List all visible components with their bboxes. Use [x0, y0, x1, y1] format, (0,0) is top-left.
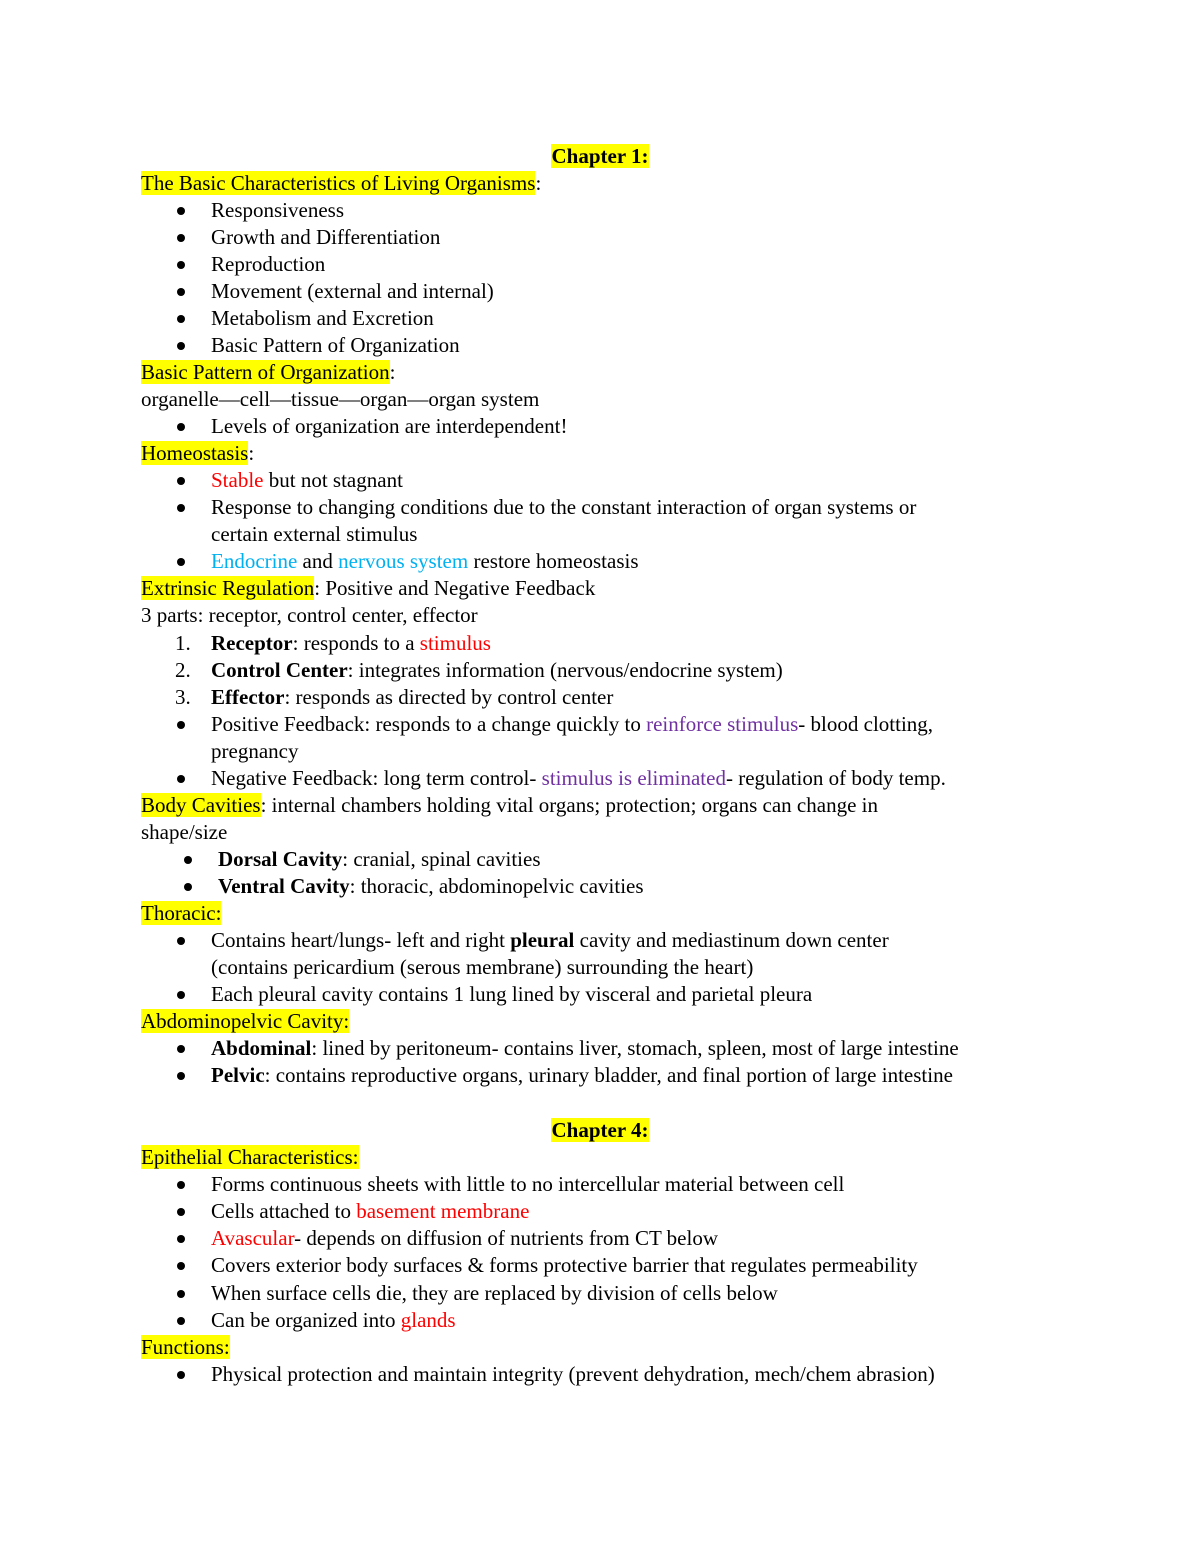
body-cavities-heading: Body Cavities: internal chambers holding vital organs; protection; organs can change in — [141, 793, 878, 817]
bullet-icon — [169, 332, 199, 359]
bullet-icon — [169, 1307, 199, 1334]
epithelial-heading: Epithelial Characteristics: — [141, 1145, 359, 1169]
list-item: Responsiveness — [211, 198, 344, 222]
list-item: Ventral Cavity: thoracic, abdominopelvic cavities — [218, 874, 644, 898]
bullet-icon — [169, 467, 199, 494]
chapter-4-title: Chapter 4: — [551, 1118, 649, 1142]
list-number: 3. — [175, 685, 191, 709]
list-item: Physical protection and maintain integrity (prevent dehydration, mech/chem abrasion) — [211, 1362, 935, 1386]
list-item: Contains heart/lungs- left and right pleural cavity and mediastinum down center — [211, 928, 889, 952]
list-item: Abdominal: lined by peritoneum- contains liver, stomach, spleen, most of large intestine — [211, 1036, 959, 1060]
pattern-heading: Basic Pattern of Organization: — [141, 360, 396, 384]
bullet-icon — [169, 711, 199, 738]
bullet-icon — [169, 251, 199, 278]
list-item: Each pleural cavity contains 1 lung lined by visceral and parietal pleura — [211, 982, 813, 1006]
list-item: Stable but not stagnant — [211, 468, 403, 492]
pattern-line: organelle—cell—tissue—organ—organ system — [141, 387, 540, 411]
bullet-icon — [169, 413, 199, 440]
bullet-icon — [169, 765, 199, 792]
list-item: Forms continuous sheets with little to no intercellular material between cell — [211, 1172, 845, 1196]
list-item-continuation: pregnancy — [211, 739, 299, 763]
list-item: Can be organized into glands — [211, 1308, 456, 1332]
functions-heading: Functions: — [141, 1335, 230, 1359]
abdominopelvic-heading: Abdominopelvic Cavity: — [141, 1009, 350, 1033]
bullet-icon — [169, 197, 199, 224]
list-number: 1. — [175, 631, 191, 655]
bullet-icon — [169, 1198, 199, 1225]
extrinsic-regulation-heading: Extrinsic Regulation: Positive and Negative Feedback — [141, 576, 596, 600]
bullet-icon — [169, 981, 199, 1008]
bullet-icon — [169, 224, 199, 251]
homeostasis-heading: Homeostasis: — [141, 441, 255, 465]
list-number: 2. — [175, 658, 191, 682]
list-item: Response to changing conditions due to the constant interaction of organ systems or — [211, 495, 917, 519]
bullet-icon — [169, 1361, 199, 1388]
bullet-icon — [176, 846, 206, 873]
numbered-item: Receptor: responds to a stimulus — [211, 631, 491, 655]
bullet-icon — [169, 305, 199, 332]
list-item-continuation: (contains pericardium (serous membrane) surrounding the heart) — [211, 955, 754, 979]
list-item: Endocrine and nervous system restore homeostasis — [211, 549, 639, 573]
bullet-icon — [169, 548, 199, 575]
list-item: Negative Feedback: long term control- stimulus is eliminated- regulation of body temp. — [211, 766, 946, 790]
list-item: Cells attached to basement membrane — [211, 1199, 530, 1223]
body-cavities-continuation: shape/size — [141, 820, 228, 844]
bullet-icon — [169, 1171, 199, 1198]
list-item-continuation: certain external stimulus — [211, 522, 418, 546]
bullet-icon — [169, 494, 199, 521]
parts-line: 3 parts: receptor, control center, effector — [141, 603, 478, 627]
bullet-icon — [169, 1225, 199, 1252]
thoracic-heading: Thoracic: — [141, 901, 222, 925]
list-item: Reproduction — [211, 252, 326, 276]
list-item: Movement (external and internal) — [211, 279, 494, 303]
bullet-icon — [169, 278, 199, 305]
list-item: When surface cells die, they are replaced by division of cells below — [211, 1281, 778, 1305]
numbered-item: Control Center: integrates information (nervous/endocrine system) — [211, 658, 783, 682]
list-item: Growth and Differentiation — [211, 225, 441, 249]
bullet-icon — [169, 927, 199, 954]
list-item: Metabolism and Excretion — [211, 306, 434, 330]
list-item: Levels of organization are interdependent! — [211, 414, 568, 438]
bullet-icon — [176, 873, 206, 900]
bullet-icon — [169, 1062, 199, 1089]
list-item: Avascular- depends on diffusion of nutrients from CT below — [211, 1226, 718, 1250]
bullet-icon — [169, 1280, 199, 1307]
list-item: Positive Feedback: responds to a change quickly to reinforce stimulus- blood clotting, — [211, 712, 934, 736]
bullet-icon — [169, 1252, 199, 1279]
basic-characteristics-heading: The Basic Characteristics of Living Organisms: — [141, 171, 542, 195]
list-item: Dorsal Cavity: cranial, spinal cavities — [218, 847, 541, 871]
list-item: Pelvic: contains reproductive organs, urinary bladder, and final portion of large intestine — [211, 1063, 953, 1087]
list-item: Covers exterior body surfaces & forms protective barrier that regulates permeability — [211, 1253, 918, 1277]
bullet-icon — [169, 1035, 199, 1062]
chapter-1-title: Chapter 1: — [551, 144, 649, 168]
list-item: Basic Pattern of Organization — [211, 333, 460, 357]
numbered-item: Effector: responds as directed by control center — [211, 685, 614, 709]
